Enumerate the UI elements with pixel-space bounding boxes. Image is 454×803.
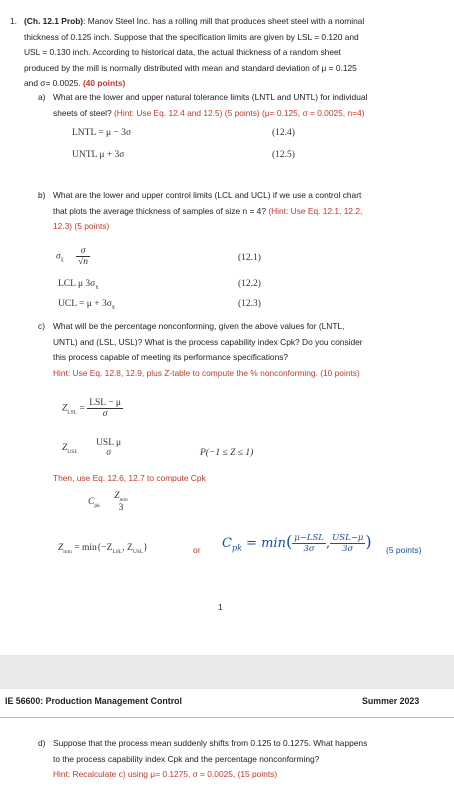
z-usl-equation xyxy=(62,438,123,458)
sigma-xbar-sub: x̄ xyxy=(60,257,64,264)
sigma-xbar-numerator: σ xyxy=(76,246,90,257)
part-d-label: d) xyxy=(38,738,46,748)
part-a-hint: (Hint: Use Eq. 12.4 and 12.5) (5 points) (μ= 0.125, σ = 0.0025, n=4) xyxy=(114,107,365,118)
part-d-line-2: to the process capability index Cpk and the percentage nonconforming? xyxy=(53,753,320,764)
cpk-fraction xyxy=(112,491,130,513)
page-number: 1 xyxy=(218,602,223,612)
ucl-equation xyxy=(58,299,115,311)
sigma-xbar-equation xyxy=(56,246,90,267)
part-c-then: Then, use Eq. 12.6, 12.7 to compute Cpk xyxy=(53,473,206,483)
problem-intro-4: produced by the mill is normally distributed with mean and standard deviation of μ = 0.125 xyxy=(24,62,357,73)
part-b-question xyxy=(53,188,448,235)
cpk-min-f2-num: USL−μ xyxy=(332,533,364,543)
page-header xyxy=(0,689,454,718)
cpk-numerator-sub: min xyxy=(119,496,128,503)
cpk-min-sub: pk xyxy=(231,543,242,553)
cpk-points: (5 points) xyxy=(386,545,422,555)
part-c-line-3: this process capable of meeting its performance specifications? xyxy=(53,352,289,362)
cpk-min-f1-den: 3σ xyxy=(303,544,315,554)
problem-intro-2: thickness of 0.125 inch. Suppose that the specification limits are given by LSL = 0.120 and xyxy=(24,31,359,42)
part-b-hint-1: (Hint: Use Eq. 12.1, 12.2, xyxy=(268,205,363,216)
z-lsl-numerator: LSL − μ xyxy=(89,398,121,408)
sigma-xbar-denominator: √n xyxy=(78,257,89,267)
part-a-question xyxy=(53,90,448,121)
cpk-min-f1-num: μ−LSL xyxy=(294,533,324,543)
part-b-line-1: What are the lower and upper control limits (LCL and UCL) if we use a control chart xyxy=(53,190,362,200)
cpk-min-lhs: C xyxy=(222,536,232,551)
sigma-xbar-lhs: σ xyxy=(56,251,61,262)
z-usl-denominator: σ xyxy=(106,448,111,458)
z-usl-numerator: USL μ xyxy=(96,438,122,448)
lcl-lhs: LCL μ 3σ xyxy=(58,279,96,289)
problem-intro-3: USL = 0.130 inch. According to historical data, the actual thickness of a random sheet xyxy=(24,47,341,57)
z-min-rhs-2: , Z xyxy=(122,543,133,553)
ucl-equation-number: (12.3) xyxy=(238,299,261,309)
ucl-sub: x̄ xyxy=(111,304,115,311)
part-c-line-1: What will be the percentage nonconforming, given the above values for (LNTL, xyxy=(53,321,345,331)
problem-statement xyxy=(24,14,444,92)
z-min-rhs-sub-1: LSL xyxy=(112,548,123,555)
cpk-lhs: C xyxy=(88,497,95,508)
cpk-numerator-z: Z xyxy=(114,491,120,501)
problem-title: (Ch. 12.1 Prob) xyxy=(24,16,84,26)
z-lsl-sub: LSL xyxy=(67,409,78,416)
cpk-min-eq: = min xyxy=(241,536,286,551)
or-label: or xyxy=(193,545,201,555)
untl-equation: UNTL μ + 3σ xyxy=(72,150,125,160)
z-min-rhs-sub-2: USL xyxy=(132,548,144,555)
lntl-equation-number: (12.4) xyxy=(272,128,295,138)
part-c-label: c) xyxy=(38,321,45,331)
cpk-min-f2-den: 3σ xyxy=(342,544,354,554)
z-min-rhs-1: = min{−Z xyxy=(71,543,113,553)
z-min-equation xyxy=(58,543,148,555)
part-a-label: a) xyxy=(38,92,46,102)
part-d-question xyxy=(53,736,448,783)
page-separator xyxy=(0,655,454,689)
cpk-denominator: 3 xyxy=(118,502,124,513)
problem-points: (40 points) xyxy=(82,78,126,88)
part-b-line-2: that plots the average thickness of samples of size n = 4? xyxy=(53,205,269,216)
z-usl-fraction xyxy=(94,438,123,458)
z-lsl-denominator: σ xyxy=(102,409,108,419)
part-c-line-2: UNTL) and (LSL, USL)? What is the process capability index Cpk? Do you consider xyxy=(53,336,363,347)
lntl-equation: LNTL = μ − 3σ xyxy=(72,128,132,138)
problem-number: 1. xyxy=(10,16,17,26)
part-c-hint: Hint: Use Eq. 12.8, 12.9, plus Z-table to compute the % nonconforming. (10 points) xyxy=(53,367,360,378)
lcl-equation xyxy=(58,279,98,291)
z-lsl-fraction xyxy=(87,398,123,419)
problem-intro-1: : Manov Steel Inc. has a rolling mill that produces sheet steel with a nominal xyxy=(83,16,365,26)
term-label: Summer 2023 xyxy=(362,696,420,706)
ucl-lhs: UCL = μ + 3σ xyxy=(58,299,112,309)
part-b-hint-2: 12.3) (5 points) xyxy=(53,221,110,231)
cpk-min-equation: $C_{pk} = \min$( $\frac{\text{μ−LSL}}{3\sigma}$ , $\frac{\text{USL−μ}}{3\sigma}$ ) xyxy=(222,532,372,554)
z-min-lhs: Z xyxy=(58,543,64,553)
cpk-min-fraction-2 xyxy=(330,533,365,554)
z-usl-lhs: Z xyxy=(62,443,68,454)
lcl-equation-number: (12.2) xyxy=(238,279,261,289)
z-lsl-equation: $Z_{LSL}$ = $\frac{\text{LSL − μ}}{\sigma}$ xyxy=(62,398,121,419)
part-b-label: b) xyxy=(38,190,46,200)
cpk-min-fraction-1 xyxy=(292,533,326,554)
course-title: IE 56600: Production Management Control xyxy=(5,696,182,706)
part-d-hint: Hint: Recalculate c) using μ= 0.1275, σ = 0.0025, (15 points) xyxy=(53,769,278,779)
untl-equation-number: (12.5) xyxy=(272,150,295,160)
z-min-sub: min xyxy=(63,548,72,555)
cpk-numerator xyxy=(112,491,130,503)
part-a-line-1: What are the lower and upper natural tolerance limits (LNTL and UNTL) for individual xyxy=(53,92,368,102)
z-usl-sub: USL xyxy=(67,449,78,456)
sigma-xbar-fraction xyxy=(76,246,90,267)
cpk-equation xyxy=(88,491,130,513)
problem-intro-5: and σ= 0.0025. xyxy=(24,78,83,88)
part-d-line-1: Suppose that the process mean suddenly shifts from 0.125 to 0.1275. What happens xyxy=(53,738,368,748)
z-min-rhs-3: } xyxy=(143,543,148,553)
part-a-line-2: sheets of steel? xyxy=(53,107,114,118)
cpk-sub: pk xyxy=(94,503,100,510)
lcl-sub: x̄ xyxy=(95,284,99,291)
part-c-question xyxy=(53,319,448,381)
z-lsl-lhs: Z xyxy=(62,403,68,414)
probability-expression: P(−1 ≤ Z ≤ 1) xyxy=(200,448,254,458)
sigma-xbar-equation-number: (12.1) xyxy=(238,253,261,263)
